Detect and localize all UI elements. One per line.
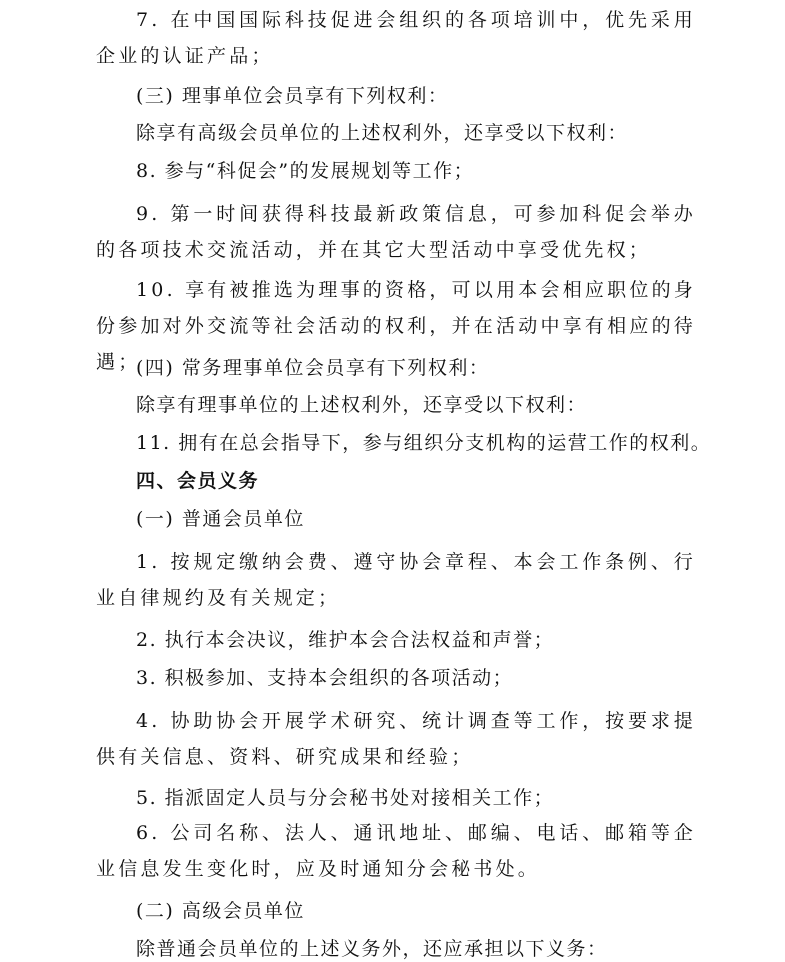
- subheading-3: (三) 理事单位会员享有下列权利：: [136, 85, 449, 107]
- subheading-1: (一) 普通会员单位: [136, 508, 305, 530]
- paragraph-11: 11. 拥有在总会指导下，参与组织分支机构的运营工作的权利。: [136, 432, 712, 454]
- section-heading: 四、会员义务: [136, 470, 260, 492]
- paragraph-9: 9. 第一时间获得科技最新政策信息，可参加科促会举办的各项技术交流活动，并在其它大型活动中享受优先权；: [96, 203, 696, 261]
- paragraph-standing-intro: 除享有理事单位的上述权利外，还享受以下权利：: [136, 394, 588, 416]
- duty-6: 6. 公司名称、法人、通讯地址、邮编、电话、邮箱等企业信息发生变化时，应及时通知分会秘书处。: [96, 822, 696, 880]
- paragraph-10: 10. 享有被推选为理事的资格，可以用本会相应职位的身份参加对外交流等社会活动的权利，并在活动中享有相应的待遇；: [96, 279, 696, 373]
- paragraph-8: 8. 参与“科促会”的发展规划等工作；: [136, 160, 475, 182]
- paragraph-7: 7. 在中国国际科技促进会组织的各项培训中，优先采用企业的认证产品；: [96, 9, 696, 67]
- paragraph-director-intro: 除享有高级会员单位的上述权利外，还享受以下权利：: [136, 122, 629, 144]
- subheading-2: (二) 高级会员单位: [136, 900, 305, 922]
- duty-5: 5. 指派固定人员与分会秘书处对接相关工作；: [136, 787, 555, 809]
- duty-3: 3. 积极参加、支持本会组织的各项活动；: [136, 667, 514, 689]
- paragraph-senior-intro: 除普通会员单位的上述义务外，还应承担以下义务：: [136, 938, 608, 960]
- duty-1: 1. 按规定缴纳会费、遵守协会章程、本会工作条例、行业自律规约及有关规定；: [96, 551, 696, 609]
- duty-4: 4. 协助协会开展学术研究、统计调查等工作，按要求提供有关信息、资料、研究成果和经验；: [96, 710, 696, 768]
- duty-2: 2. 执行本会决议，维护本会合法权益和声誉；: [136, 629, 555, 651]
- subheading-4: (四) 常务理事单位会员享有下列权利：: [136, 357, 490, 379]
